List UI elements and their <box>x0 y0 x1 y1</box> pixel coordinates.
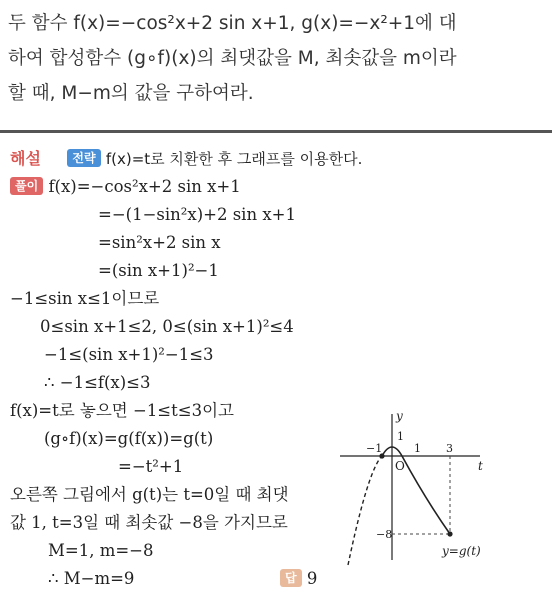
endpoint-right <box>447 531 452 536</box>
section-divider <box>0 130 552 133</box>
problem-line-2: 하여 합성함수 (g∘f)(x)의 최댓값을 M, 최솟값을 m이라 <box>8 48 457 69</box>
problem-line-3: 할 때, M−m의 값을 구하여라. <box>8 83 254 104</box>
answer-tag: 답 <box>280 569 302 587</box>
t-axis-label: t <box>478 459 483 473</box>
solution-line-15: ∴ M−m=9 <box>48 569 135 588</box>
solution-line-9: f(x)=t로 놓으면 −1≤t≤3이고 <box>10 401 234 420</box>
tick-neg1-label: −1 <box>366 442 383 455</box>
y-axis-label: y <box>396 410 403 423</box>
solution-line-14: M=1, m=−8 <box>48 541 154 560</box>
solution-line-8: ∴ −1≤f(x)≤3 <box>44 373 151 392</box>
tick-y1-label: 1 <box>397 430 404 443</box>
solution-line-11: =−t²+1 <box>118 457 184 476</box>
solution-line-13: 값 1, t=3일 때 최솟값 −8을 가지므로 <box>10 513 288 532</box>
parabola-dashed-part <box>348 456 382 565</box>
solution-line-1 <box>10 176 241 198</box>
problem-statement <box>8 6 544 111</box>
tick-neg8-label: −8 <box>376 528 393 541</box>
solution-label: 해설 <box>10 149 41 168</box>
solution-line-7: −1≤(sin x+1)²−1≤3 <box>44 345 214 364</box>
strategy-text: f(x)=t로 치환한 후 그래프를 이용한다. <box>105 150 363 168</box>
strategy-tag: 전략 <box>67 149 100 167</box>
solution-tag: 풀이 <box>10 177 43 195</box>
solution-line-2: =−(1−sin²x)+2 sin x+1 <box>98 205 296 224</box>
origin-label: O <box>395 459 405 473</box>
solution-header <box>10 148 362 170</box>
tick-t3-label: 3 <box>446 442 453 455</box>
answer <box>280 568 317 590</box>
solution-line-3: =sin²x+2 sin x <box>98 233 221 252</box>
curve-label: y=g(t) <box>442 544 481 558</box>
solution-line-10: (g∘f)(x)=g(f(x))=g(t) <box>44 429 214 448</box>
solution-line-6: 0≤sin x+1≤2, 0≤(sin x+1)²≤4 <box>40 317 294 336</box>
solution-step: f(x)=−cos²x+2 sin x+1 <box>48 177 241 196</box>
solution-line-12: 오른쪽 그림에서 g(t)는 t=0일 때 최댓 <box>10 485 289 504</box>
solution-line-4: =(sin x+1)²−1 <box>98 261 219 280</box>
tick-t1-label: 1 <box>414 442 421 455</box>
answer-value: 9 <box>306 569 318 588</box>
parabola-graph <box>330 410 530 570</box>
solution-line-5: −1≤sin x≤1이므로 <box>10 289 160 308</box>
problem-line-1: 두 함수 f(x)=−cos²x+2 sin x+1, g(x)=−x²+1에 대 <box>8 13 457 34</box>
